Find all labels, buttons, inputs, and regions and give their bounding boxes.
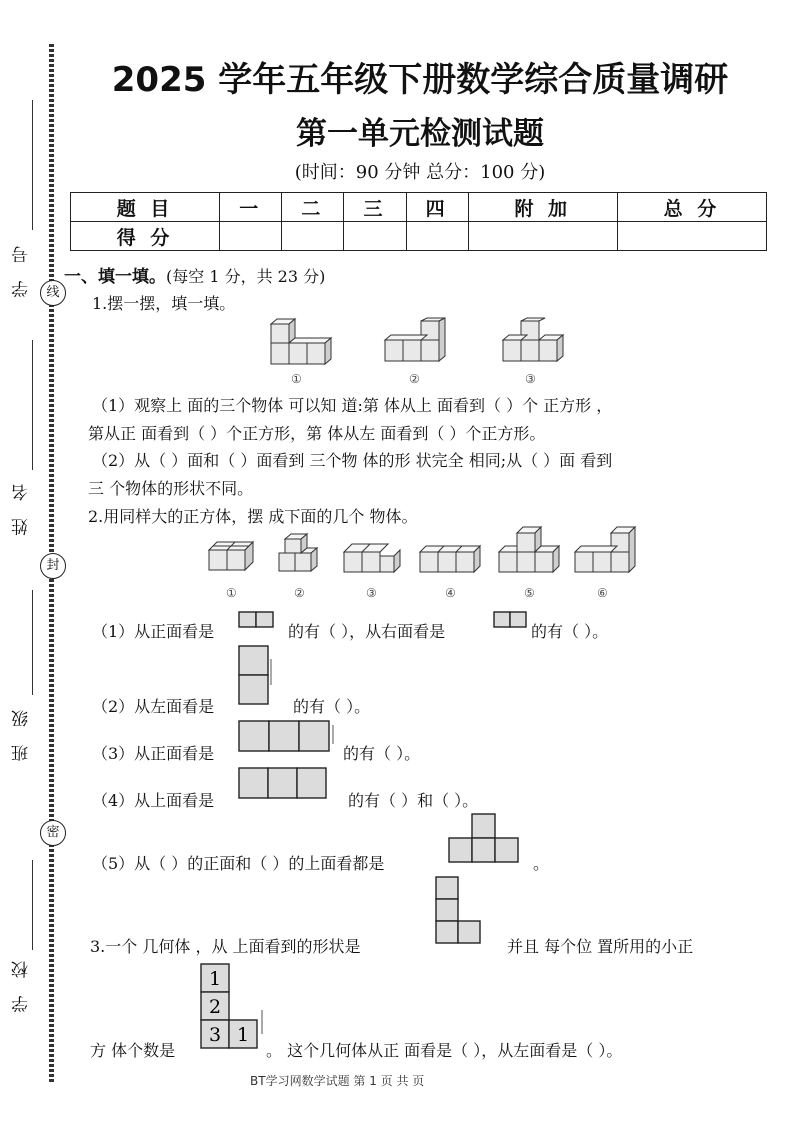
margin-writing-line — [32, 100, 33, 230]
seal-mi: 密 — [40, 820, 66, 846]
q2-figure-1 — [207, 538, 259, 574]
score-header-cell: 附 加 — [468, 193, 617, 222]
q2-1-view-right — [493, 611, 529, 629]
exam-subtitle: 第一单元检测试题 — [296, 116, 544, 152]
q3-grid-number: 3 — [208, 1024, 222, 1046]
margin-label-student-id: 学 号 — [12, 240, 32, 298]
section-heading — [64, 262, 325, 287]
score-input-cell[interactable] — [617, 222, 766, 251]
q3-grid-number: 1 — [208, 968, 222, 990]
q3-text-a: 3.一个 几何体 ，从 上面看到的形状是 — [90, 937, 361, 956]
q1-caption: ② — [409, 372, 420, 386]
score-row-label: 得 分 — [71, 222, 220, 251]
score-header-cell: 二 — [282, 193, 344, 222]
q2-4-view-top — [238, 767, 330, 801]
question-1-2-line-b: 三 个物体的形状不同。 — [88, 479, 254, 498]
q3-text-d: 。 这个几何体从正 面看是（ ），从左面看是（ ）。 — [266, 1041, 623, 1060]
q2-caption: ① — [226, 586, 237, 600]
q2-2-text-b: 的有（ ）。 — [293, 697, 371, 716]
score-header-cell: 题 目 — [71, 193, 220, 222]
score-header-cell: 四 — [406, 193, 468, 222]
q2-figure-6 — [573, 526, 639, 576]
q2-caption: ⑤ — [524, 586, 535, 600]
question-1-1-line-b: 第从正 面看到（ ）个正方形，第 体从左 面看到（ ）个正方形。 — [88, 424, 546, 443]
margin-label-name: 姓 名 — [12, 478, 32, 536]
score-header-cell: 三 — [344, 193, 406, 222]
q1-caption: ① — [291, 372, 302, 386]
q2-figure-5 — [497, 526, 563, 576]
q2-5-text-b: 。 — [533, 854, 550, 873]
q2-2-view-left — [238, 645, 274, 707]
q2-figure-4 — [418, 540, 484, 576]
exam-title: 2025 学年五年级下册数学综合质量调研 — [111, 60, 729, 100]
margin-label-school: 学 校 — [12, 955, 32, 1013]
score-input-cell[interactable] — [468, 222, 617, 251]
score-input-cell[interactable] — [406, 222, 468, 251]
q2-1-text-c: 的有（ ）。 — [531, 622, 609, 641]
question-2-title: 2.用同样大的正方体，摆 成下面的几个 物体。 — [88, 507, 418, 526]
section-note: (每空 1 分，共 23 分) — [166, 267, 326, 286]
page-footer: BT学习网数学试题 第 1 页 共 页 — [250, 1074, 425, 1088]
q2-1-text-b: 的有（ ），从右面看是 — [288, 622, 446, 641]
q3-grid-number: 1 — [236, 1024, 250, 1046]
seal-feng: 封 — [40, 553, 66, 579]
section-title: 一、填一填。 — [64, 267, 166, 287]
q2-caption: ⑥ — [597, 586, 608, 600]
score-header-cell: 一 — [220, 193, 282, 222]
q1-figure-3 — [500, 318, 570, 370]
q3-top-view-shape — [435, 876, 487, 946]
score-header-cell: 总 分 — [617, 193, 766, 222]
q1-caption: ③ — [525, 372, 536, 386]
q2-5-view-shape — [448, 813, 524, 865]
q3-text-b: 并且 每个位 置所用的小正 — [507, 937, 694, 956]
q3-count-grid — [199, 962, 267, 1054]
q2-caption: ③ — [366, 586, 377, 600]
margin-writing-line — [32, 860, 33, 950]
exam-time-score: (时间：90 分钟 总分：100 分) — [294, 162, 546, 183]
q3-grid-number: 2 — [208, 996, 222, 1018]
q2-3-view-front — [238, 720, 336, 754]
margin-writing-line — [32, 590, 33, 695]
q1-figure-2 — [382, 318, 452, 370]
q2-1-text-a: （1）从正面看是 — [92, 622, 215, 641]
margin-writing-line — [32, 340, 33, 470]
q2-2-text-a: （2）从左面看是 — [92, 697, 215, 716]
q2-figure-3 — [342, 538, 402, 576]
q2-1-view-front — [238, 611, 276, 629]
margin-label-class: 班 级 — [12, 704, 32, 762]
score-table-header — [71, 193, 767, 222]
question-1-2-line-a: （2）从（ ）面和（ ）面看到 三个物 体的形 状完全 相同;从（ ）面 看到 — [92, 451, 613, 470]
question-1-title: 1.摆一摆，填一填。 — [92, 294, 236, 313]
q2-4-text-a: （4）从上面看是 — [92, 791, 215, 810]
score-table — [70, 192, 767, 251]
q3-text-c: 方 体个数是 — [90, 1041, 176, 1060]
seal-xian: 线 — [40, 280, 66, 306]
score-input-cell[interactable] — [344, 222, 406, 251]
score-table-row — [71, 222, 767, 251]
q1-figure-1 — [268, 318, 338, 370]
score-input-cell[interactable] — [282, 222, 344, 251]
q2-caption: ④ — [445, 586, 456, 600]
question-1-1-line-a: （1）观察上 面的三个物体 可以知 道:第 体从上 面看到（ ）个 正方形 ， — [92, 396, 613, 415]
q2-4-text-b: 的有（ ）和（ ）。 — [348, 791, 479, 810]
q2-3-text-b: 的有（ ）。 — [343, 744, 421, 763]
q2-figure-2 — [277, 533, 327, 575]
score-input-cell[interactable] — [220, 222, 282, 251]
q2-3-text-a: （3）从正面看是 — [92, 744, 215, 763]
q2-caption: ② — [294, 586, 305, 600]
q2-5-text-a: （5）从（ ）的正面和（ ）的上面看都是 — [92, 854, 385, 873]
